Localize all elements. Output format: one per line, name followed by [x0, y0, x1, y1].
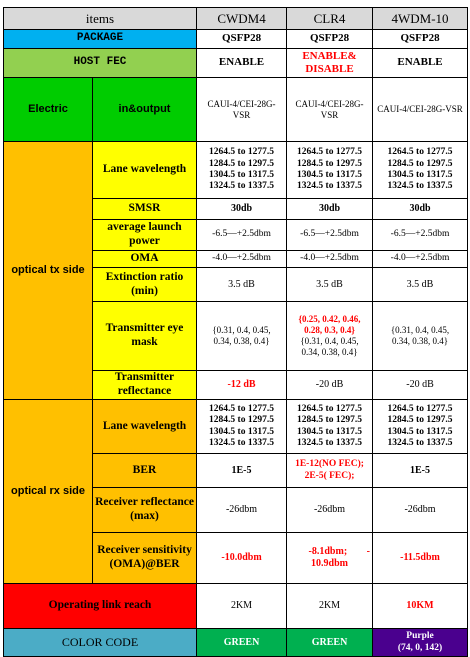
rx-reflectance-4wdm10: -26dbm — [373, 488, 468, 533]
tx-lane-4wdm10-3: 1304.5 to 1317.5 — [387, 170, 453, 180]
color-code-label: COLOR CODE — [4, 629, 197, 657]
extinction-clr4: 3.5 dB — [287, 268, 373, 302]
extinction-label: Extinction ratio (min) — [93, 268, 197, 302]
sensitivity-clr4-dash: - — [366, 546, 371, 557]
rx-lane-clr4 — [287, 400, 373, 454]
electric-4wdm10: CAUI-4/CEI-28G-VSR — [373, 78, 468, 142]
tx-group-label: optical tx side — [4, 142, 93, 400]
ber-clr4-line1: 1E-12(NO FEC); — [295, 459, 364, 470]
host-fec-cwdm4: ENABLE — [197, 49, 287, 78]
color-code-row — [4, 629, 468, 657]
sensitivity-clr4-line2: 10.9dbm — [311, 558, 348, 569]
oma-4wdm10: -4.0—+2.5dbm — [373, 251, 468, 268]
smsr-4wdm10: 30db — [373, 199, 468, 220]
rx-lane-cwdm4 — [197, 400, 287, 454]
tx-reflectance-4wdm10: -20 dB — [373, 371, 468, 400]
eye-mask-clr4-line1: {0.31, 0.4, 0.45, — [300, 336, 359, 346]
launch-power-cwdm4: -6.5—+2.5dbm — [197, 220, 287, 251]
extinction-cwdm4: 3.5 dB — [197, 268, 287, 302]
eye-mask-clr4 — [287, 302, 373, 371]
tx-lane-cwdm4-4: 1324.5 to 1337.5 — [209, 181, 274, 192]
rx-lane-clr4-3: 1304.5 to 1317.5 — [297, 426, 362, 437]
rx-lane-cwdm4-2: 1284.5 to 1297.5 — [209, 415, 274, 426]
launch-power-4wdm10: -6.5—+2.5dbm — [373, 220, 468, 251]
header-4wdm10: 4WDM-10 — [373, 8, 468, 30]
sensitivity-4wdm10: -11.5dbm — [373, 533, 468, 584]
host-fec-label: HOST FEC — [4, 49, 197, 78]
eye-mask-4wdm10-line2: 0.34, 0.38, 0.4} — [391, 336, 449, 346]
sensitivity-clr4 — [287, 533, 373, 584]
rx-lane-4wdm10-1: 1264.5 to 1277.5 — [387, 403, 453, 414]
rx-lane-clr4-1: 1264.5 to 1277.5 — [297, 403, 362, 414]
tx-lane-clr4-1: 1264.5 to 1277.5 — [297, 147, 362, 158]
eye-mask-4wdm10-line1: {0.31, 0.4, 0.45, — [390, 325, 450, 336]
ber-clr4-line2: 2E-5( FEC); — [304, 470, 355, 481]
eye-mask-cwdm4-line2: 0.34, 0.38, 0.4} — [213, 336, 270, 346]
header-clr4: CLR4 — [287, 8, 373, 30]
rx-lane-row — [4, 400, 468, 454]
electric-io-label: in&output — [93, 78, 197, 142]
tx-lane-row — [4, 142, 468, 199]
tx-lane-clr4-4: 1324.5 to 1337.5 — [297, 181, 362, 192]
tx-reflectance-label: Transmitter reflectance — [93, 371, 197, 400]
tx-lane-4wdm10-4: 1324.5 to 1337.5 — [387, 181, 453, 192]
host-fec-row — [4, 49, 468, 78]
host-fec-clr4-line2: DISABLE — [305, 63, 354, 75]
electric-cwdm4: CAUI-4/CEI-28G-VSR — [197, 78, 287, 142]
package-label: PACKAGE — [4, 30, 197, 49]
oma-clr4: -4.0—+2.5dbm — [287, 251, 373, 268]
smsr-clr4: 30db — [287, 199, 373, 220]
eye-mask-cwdm4 — [197, 302, 287, 371]
rx-lane-clr4-2: 1284.5 to 1297.5 — [297, 415, 362, 426]
rx-lane-4wdm10-4: 1324.5 to 1337.5 — [387, 437, 453, 448]
header-row — [4, 8, 468, 30]
link-reach-4wdm10: 10KM — [373, 584, 468, 629]
tx-lane-clr4-2: 1284.5 to 1297.5 — [297, 158, 362, 169]
electric-clr4: CAUI-4/CEI-28G-VSR — [287, 78, 373, 142]
rx-reflectance-label: Receiver reflectance (max) — [93, 488, 197, 533]
tx-reflectance-cwdm4: -12 dB — [197, 371, 287, 400]
sensitivity-clr4-value1: -8.1dbm; — [308, 546, 348, 557]
rx-lane-cwdm4-1: 1264.5 to 1277.5 — [209, 403, 274, 414]
tx-lane-cwdm4-3: 1304.5 to 1317.5 — [209, 170, 274, 180]
color-code-4wdm10-line2: (74, 0, 142) — [397, 642, 443, 653]
rx-reflectance-clr4: -26dbm — [287, 488, 373, 533]
eye-mask-clr4-red-line1: {0.25, 0.42, 0.46, — [298, 314, 361, 325]
tx-lane-clr4-3: 1304.5 to 1317.5 — [297, 170, 362, 180]
package-cwdm4: QSFP28 — [197, 30, 287, 49]
eye-mask-label: Transmitter eye mask — [93, 302, 197, 371]
tx-reflectance-clr4: -20 dB — [287, 371, 373, 400]
ber-4wdm10: 1E-5 — [373, 454, 468, 488]
tx-lane-4wdm10-2: 1284.5 to 1297.5 — [387, 158, 453, 169]
rx-lane-cwdm4-4: 1324.5 to 1337.5 — [209, 437, 274, 448]
launch-power-label: average launch power — [93, 220, 197, 251]
color-code-4wdm10 — [373, 629, 468, 657]
tx-lane-4wdm10-1: 1264.5 to 1277.5 — [387, 147, 453, 158]
rx-group-label: optical rx side — [4, 400, 93, 584]
smsr-label: SMSR — [93, 199, 197, 220]
color-code-clr4: GREEN — [287, 629, 373, 657]
rx-lane-cwdm4-3: 1304.5 to 1317.5 — [209, 426, 274, 437]
header-items: items — [4, 8, 197, 30]
electric-group-label: Electric — [4, 78, 93, 142]
color-code-4wdm10-line1: Purple — [406, 631, 434, 642]
link-reach-cwdm4: 2KM — [197, 584, 287, 629]
tx-lane-label: Lane wavelength — [93, 142, 197, 199]
link-reach-row — [4, 584, 468, 629]
color-code-cwdm4: GREEN — [197, 629, 287, 657]
rx-reflectance-cwdm4: -26dbm — [197, 488, 287, 533]
spec-table — [3, 7, 468, 657]
link-reach-clr4: 2KM — [287, 584, 373, 629]
package-clr4: QSFP28 — [287, 30, 373, 49]
package-4wdm10: QSFP28 — [373, 30, 468, 49]
ber-cwdm4: 1E-5 — [197, 454, 287, 488]
rx-lane-4wdm10-3: 1304.5 to 1317.5 — [387, 426, 453, 437]
rx-lane-label: Lane wavelength — [93, 400, 197, 454]
ber-clr4 — [287, 454, 373, 488]
host-fec-clr4-line1: ENABLE& — [302, 49, 357, 62]
package-row — [4, 30, 468, 49]
rx-lane-4wdm10 — [373, 400, 468, 454]
host-fec-4wdm10: ENABLE — [373, 49, 468, 78]
eye-mask-clr4-line2: 0.34, 0.38, 0.4} — [301, 346, 358, 357]
oma-cwdm4: -4.0—+2.5dbm — [197, 251, 287, 268]
tx-lane-cwdm4 — [197, 142, 287, 199]
sensitivity-cwdm4: -10.0dbm — [197, 533, 287, 584]
rx-lane-4wdm10-2: 1284.5 to 1297.5 — [387, 415, 453, 426]
ber-label: BER — [93, 454, 197, 488]
link-reach-label: Operating link reach — [4, 584, 197, 629]
sensitivity-label: Receiver sensitivity (OMA)@BER — [93, 533, 197, 584]
header-cwdm4: CWDM4 — [197, 8, 287, 30]
sensitivity-clr4-line1 — [289, 546, 370, 558]
extinction-4wdm10: 3.5 dB — [373, 268, 468, 302]
eye-mask-4wdm10 — [373, 302, 468, 371]
host-fec-clr4 — [287, 49, 373, 78]
eye-mask-cwdm4-line1: {0.31, 0.4, 0.45, — [212, 325, 271, 336]
oma-label: OMA — [93, 251, 197, 268]
tx-lane-4wdm10 — [373, 142, 468, 199]
tx-lane-cwdm4-2: 1284.5 to 1297.5 — [209, 158, 274, 169]
smsr-cwdm4: 30db — [197, 199, 287, 220]
rx-lane-clr4-4: 1324.5 to 1337.5 — [297, 437, 362, 448]
tx-lane-cwdm4-1: 1264.5 to 1277.5 — [209, 147, 274, 158]
launch-power-clr4: -6.5—+2.5dbm — [287, 220, 373, 251]
eye-mask-clr4-red-line2: 0.28, 0.3, 0.4} — [304, 325, 355, 336]
tx-lane-clr4 — [287, 142, 373, 199]
electric-row — [4, 78, 468, 142]
